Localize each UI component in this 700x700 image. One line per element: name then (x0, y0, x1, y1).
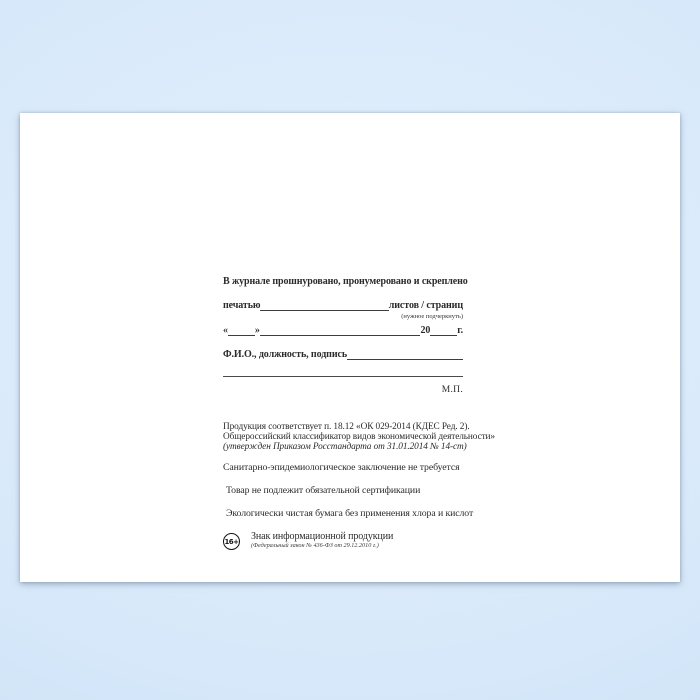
day-blank (228, 334, 255, 336)
quote-close: » (254, 325, 260, 336)
journal-back-page (20, 113, 680, 582)
certification-statement: Товар не подлежит обязательной сертификации (226, 485, 421, 496)
sealed-prefix-label: печатью (223, 300, 261, 311)
date-line (223, 325, 463, 337)
age-16-plus-icon: 16+ (223, 533, 240, 550)
sanitary-statement: Санитарно-эпидемиологическое заключение не требуется (223, 462, 460, 473)
stamp-place-abbr: М.П. (441, 385, 463, 395)
sealed-sheets-line (223, 300, 463, 312)
year-suffix: г. (457, 325, 463, 336)
compliance-line-3: (утвержден Приказом Росстандарта от 31.01.2014 № 14-ст) (223, 442, 467, 452)
signature-continuation-blank (223, 376, 463, 377)
signature-blank (347, 358, 463, 360)
compliance-line-1: Продукция соответствует п. 18.12 «ОК 029-2014 (КДЕС Ред. 2). (223, 422, 470, 432)
age-mark-text (251, 532, 393, 549)
age-mark-label: Знак информационной продукции (251, 531, 394, 542)
eco-paper-statement: Экологически чистая бумага без применения хлора и кислот (226, 508, 474, 519)
month-blank (260, 334, 421, 336)
compliance-line-2: Общероссийский классификатор видов экономической деятельности» (223, 432, 495, 442)
binding-statement (223, 276, 468, 288)
underline-note: (нужное подчеркнуть) (401, 313, 463, 320)
age-mark-row (223, 532, 463, 550)
sheets-count-blank (260, 309, 388, 311)
sealed-suffix-label: листов / страниц (388, 300, 463, 311)
signature-line (223, 349, 463, 361)
binding-statement-text: В журнале прошнуровано, пронумеровано и скреплено (223, 276, 468, 287)
year-prefix: 20 (420, 325, 431, 336)
age-mark-law-note: (Федеральный закон № 436-ФЗ от 29.12.2010 г.) (251, 542, 379, 549)
signature-label: Ф.И.О., должность, подпись (223, 349, 348, 360)
year-blank (430, 334, 457, 336)
quote-open: « (223, 325, 228, 336)
compliance-paragraph (223, 422, 495, 452)
